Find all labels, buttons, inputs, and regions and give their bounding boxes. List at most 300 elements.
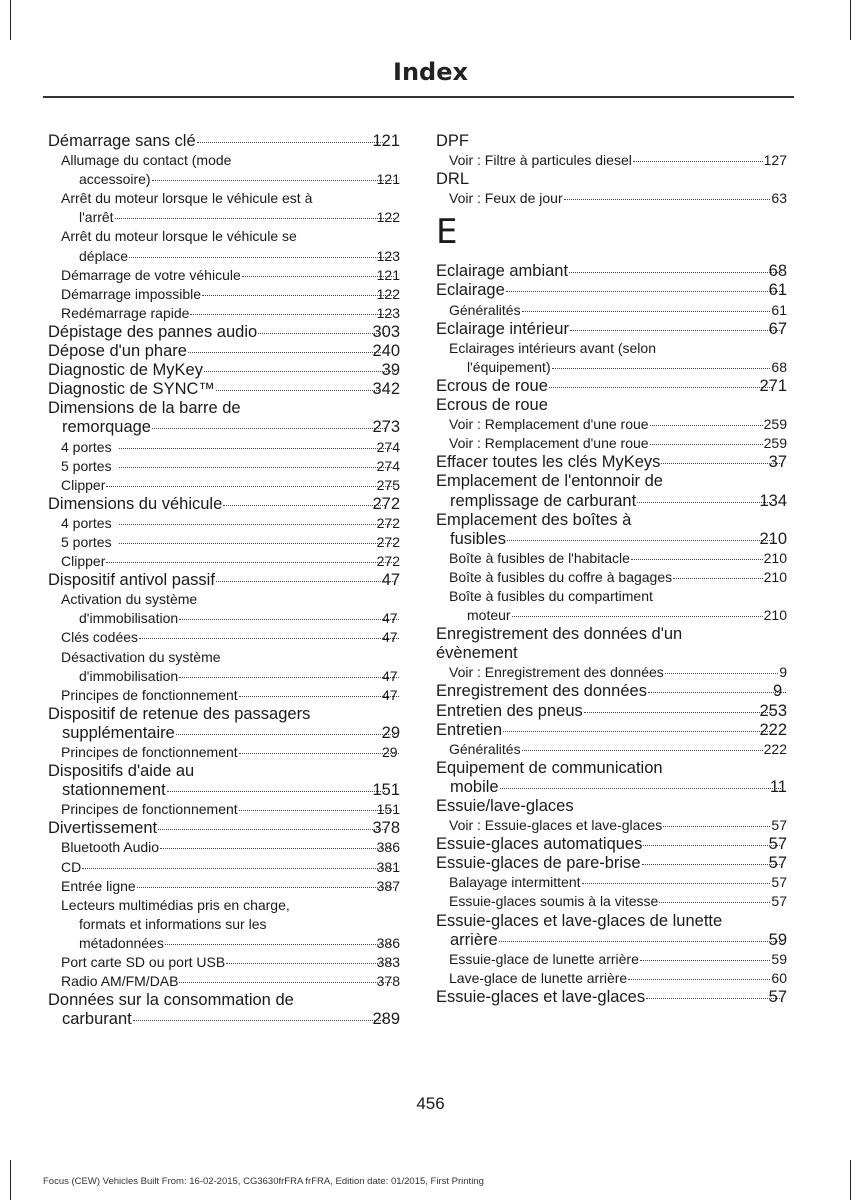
dot-leader	[115, 218, 394, 219]
entry-text: Bluetooth Audio	[61, 839, 160, 856]
index-entry	[436, 377, 787, 396]
index-entry	[48, 953, 400, 972]
page-ref: 272	[372, 494, 400, 513]
page-ref: 342	[372, 380, 400, 399]
dot-leader	[239, 696, 399, 697]
entry-text: Voir : Remplacement d'une roue	[449, 435, 649, 452]
dot-leader	[119, 543, 394, 544]
entry-text: Voir : Feux de jour	[449, 190, 563, 207]
entry-text: arrière	[450, 930, 498, 949]
entry-text: mobile	[450, 777, 499, 796]
index-entry	[436, 950, 787, 969]
dot-leader	[673, 578, 763, 579]
index-entry	[48, 399, 400, 437]
entry-line	[450, 931, 787, 950]
page-ref: 121	[376, 266, 400, 283]
dot-leader	[512, 616, 763, 617]
dot-leader	[570, 330, 782, 331]
index-entry	[436, 702, 787, 721]
index-heading: Ecrous de roue	[436, 396, 548, 415]
index-entry	[436, 453, 787, 472]
page-ref: 386	[376, 839, 400, 856]
page-ref: 123	[376, 247, 400, 264]
dot-leader	[216, 390, 386, 391]
index-heading: DPF	[436, 132, 469, 150]
page-ref: 381	[376, 858, 400, 875]
page-ref: 59	[768, 930, 787, 949]
page-ref: 272	[376, 533, 400, 550]
page-ref: 271	[759, 376, 787, 395]
dot-leader	[190, 314, 393, 315]
entry-text: Entretien	[436, 720, 503, 739]
dot-leader	[119, 524, 394, 525]
crop-mark-top-left	[10, 0, 11, 40]
page-ref: 63	[771, 190, 787, 207]
dot-leader	[665, 673, 778, 674]
index-entry	[436, 912, 787, 950]
page-ref: 151	[376, 801, 400, 818]
index-entry	[436, 262, 787, 281]
entry-text: Lecteurs multimédias pris en charge,	[61, 896, 290, 913]
page-ref: 61	[768, 281, 787, 300]
entry-text: Effacer toutes les clés MyKeys	[436, 453, 661, 472]
entry-line	[449, 358, 787, 377]
page-ref: 259	[763, 416, 787, 433]
index-entry	[436, 339, 787, 377]
entry-text: Voir : Filtre à particules diesel	[449, 152, 632, 169]
entry-text: 4 portes	[61, 514, 112, 531]
entry-text: remorquage	[62, 418, 151, 437]
page-ref: 122	[376, 209, 400, 226]
index-entry	[48, 342, 400, 361]
dot-leader	[499, 941, 782, 942]
entry-text: Equipement de communication	[436, 758, 663, 777]
entry-text: Dépose d'un phare	[48, 342, 187, 361]
entry-text: Désactivation du système	[61, 648, 221, 665]
entry-text: accessoire)	[79, 171, 151, 188]
page-ref: 303	[372, 322, 400, 341]
page-ref: 386	[376, 934, 400, 951]
page-ref: 57	[768, 987, 787, 1006]
dot-leader	[569, 272, 782, 273]
dot-leader	[628, 979, 770, 980]
dot-leader	[564, 199, 771, 200]
entry-text: Démarrage de votre véhicule	[61, 266, 241, 283]
entry-text: Activation du système	[61, 591, 198, 608]
page-ref: 275	[376, 476, 400, 493]
entry-text: Arrêt du moteur lorsque le véhicule est à	[61, 190, 313, 207]
page-ref: 67	[768, 319, 787, 338]
index-entry	[48, 858, 400, 877]
entry-text: l'arrêt	[79, 209, 114, 226]
page-ref: 210	[763, 607, 787, 624]
page-ref: 121	[372, 132, 400, 150]
dot-leader	[637, 502, 772, 503]
entry-text: Lave-glace de lunette arrière	[449, 969, 628, 986]
page-ref: 383	[376, 954, 400, 971]
dot-leader	[167, 791, 386, 792]
dot-leader	[226, 963, 393, 964]
index-entry	[436, 415, 787, 434]
index-entry	[48, 590, 400, 628]
entry-text: Dimensions de la barre de	[48, 399, 241, 418]
dot-leader	[549, 387, 773, 388]
entry-text: Redémarrage rapide	[61, 304, 190, 321]
entry-text: Boîte à fusibles du coffre à bagages	[449, 568, 673, 585]
index-entry: Principes de fonctionnement 29	[48, 743, 400, 762]
index-entry	[436, 549, 787, 568]
dot-leader	[631, 559, 763, 560]
entry-text: Clés codées	[61, 629, 139, 646]
crop-mark-top-right	[850, 0, 851, 40]
entry-text: Principes de fonctionnement	[61, 801, 238, 818]
index-entry: Clés codées 47	[48, 628, 400, 647]
dot-leader	[503, 731, 772, 732]
index-entry	[436, 873, 787, 892]
entry-text: Dispositif antivol passif	[48, 571, 215, 590]
page-ref: 378	[372, 819, 400, 838]
index-entry	[436, 892, 787, 911]
index-entry: Principes de fonctionnement 47	[48, 686, 400, 705]
index-entry	[48, 896, 400, 953]
entry-text: Emplacement de l'entonnoir de	[436, 472, 663, 491]
page-ref: 378	[376, 973, 400, 990]
entry-text: Diagnostic de SYNC™	[48, 380, 215, 399]
dot-leader	[640, 960, 771, 961]
entry-text: CD	[61, 858, 82, 875]
dot-leader	[506, 291, 782, 292]
page-ref: 39	[381, 361, 400, 380]
index-entry	[48, 151, 400, 189]
entry-text: Diagnostic de MyKey	[48, 361, 203, 380]
entry-text: 5 portes	[61, 533, 112, 550]
entry-text: Essuie-glaces et lave-glaces de lunette	[436, 911, 723, 930]
page-ref: 259	[763, 435, 787, 452]
entry-text: Voir : Enregistrement des données	[449, 664, 664, 681]
page-ref: 274	[376, 438, 400, 455]
page-ref: 210	[763, 549, 787, 566]
entry-line: d'immobilisation 47	[79, 667, 400, 686]
page-ref: 68	[768, 262, 787, 281]
index-entry	[48, 838, 400, 857]
entry-text: Dimensions du véhicule	[48, 494, 223, 513]
entry-text: Dépistage des pannes audio	[48, 322, 258, 341]
entry-line	[79, 934, 400, 953]
dot-leader	[216, 581, 395, 582]
dot-leader	[106, 562, 393, 563]
entry-text: Données sur la consommation de	[48, 991, 294, 1010]
index-column-right	[436, 132, 787, 1007]
page-ref: 134	[759, 491, 787, 510]
index-entry	[48, 476, 400, 495]
entry-text: Radio AM/FM/DAB	[61, 973, 179, 990]
page-ref: 210	[763, 568, 787, 585]
dot-leader	[646, 998, 782, 999]
dot-leader	[129, 257, 394, 258]
page-ref: 57	[771, 874, 787, 891]
dot-leader	[133, 1020, 386, 1021]
entry-text: Essuie-glaces de pare-brise	[436, 854, 641, 873]
dot-leader	[158, 829, 385, 830]
entry-text: Voir : Remplacement d'une roue	[449, 416, 649, 433]
index-heading: DRL	[436, 170, 470, 189]
index-entry	[48, 285, 400, 304]
dot-leader	[204, 371, 395, 372]
index-entry	[48, 571, 400, 590]
entry-text: Démarrage sans clé	[48, 132, 196, 150]
dot-leader	[119, 448, 394, 449]
entry-text: métadonnées	[79, 934, 164, 951]
entry-text: Clipper	[61, 476, 106, 493]
index-heading: Essuie/lave-glaces	[436, 797, 574, 815]
page-ref: 253	[759, 701, 787, 720]
dot-leader	[179, 619, 399, 620]
entry-text: Généralités	[449, 740, 521, 757]
index-entry	[48, 819, 400, 838]
entry-text: Eclairage ambiant	[436, 262, 569, 281]
entry-text: Entretien des pneus	[436, 701, 583, 720]
index-entry	[436, 587, 787, 625]
entry-text: Emplacement des boîtes à	[436, 510, 632, 529]
index-entry	[48, 552, 400, 571]
crop-mark-bottom-right	[850, 1160, 851, 1200]
dot-leader	[643, 845, 781, 846]
dot-leader	[179, 982, 393, 983]
page-ref: 60	[771, 969, 787, 986]
page-ref: 289	[372, 1010, 400, 1029]
entry-text: Ecrous de roue	[436, 376, 548, 395]
entry-line	[62, 724, 400, 743]
entry-line	[450, 492, 787, 511]
index-entry	[436, 988, 787, 1007]
entry-text: Balayage intermittent	[449, 874, 581, 891]
dot-leader	[258, 333, 385, 334]
page-ref: 123	[376, 304, 400, 321]
entry-text: Principes de fonctionnement	[61, 744, 238, 760]
index-entry	[48, 495, 400, 514]
entry-line	[79, 208, 400, 227]
entry-text: Divertissement	[48, 819, 158, 838]
dot-leader	[239, 753, 399, 754]
entry-text: Essuie-glaces soumis à la vitesse	[449, 893, 659, 910]
index-entry	[436, 759, 787, 797]
entry-line	[79, 170, 400, 189]
dot-leader	[197, 142, 386, 143]
index-entry	[48, 457, 400, 476]
index-entry	[48, 189, 400, 227]
entry-text: d'immobilisation	[79, 610, 179, 627]
entry-text: moteur	[467, 607, 511, 624]
dot-leader	[650, 425, 763, 426]
page-ref: 29	[381, 723, 400, 742]
page-ref: 11	[769, 777, 787, 796]
entry-text: Essuie-glace de lunette arrière	[449, 950, 639, 967]
entry-text: Boîte à fusibles du compartiment	[449, 587, 653, 604]
page-ref: 61	[771, 301, 787, 318]
index-entry	[436, 663, 787, 682]
index-entry	[48, 361, 400, 380]
dot-leader	[522, 750, 763, 751]
dot-leader	[650, 444, 763, 445]
page-ref: 59	[771, 950, 787, 967]
index-entry	[48, 972, 400, 991]
index-entry	[48, 514, 400, 533]
dot-leader	[582, 883, 771, 884]
page-ref: 57	[768, 854, 787, 873]
entry-text: Eclairage	[436, 281, 505, 300]
page-ref: 68	[771, 358, 787, 375]
index-entry	[48, 533, 400, 552]
index-entry	[436, 835, 787, 854]
page-ref: 122	[376, 285, 400, 302]
entry-text: Port carte SD ou port USB	[61, 954, 226, 971]
entry-line: d'immobilisation 47	[79, 609, 400, 628]
page-ref: 121	[376, 171, 400, 188]
index-entry	[436, 281, 787, 300]
dot-leader	[202, 295, 394, 296]
dot-leader	[176, 734, 395, 735]
entry-text: Généralités	[449, 301, 521, 318]
dot-leader	[223, 505, 385, 506]
page-ref: 57	[771, 817, 787, 834]
index-entry	[436, 189, 787, 208]
entry-text: Démarrage impossible	[61, 285, 202, 302]
page-title: Index	[393, 58, 468, 86]
entry-text: Dispositif de retenue des passagers	[48, 704, 311, 723]
dot-leader	[160, 848, 394, 849]
dot-leader	[152, 180, 394, 181]
index-entry	[48, 800, 400, 819]
entry-line	[62, 781, 400, 800]
dot-leader	[659, 902, 770, 903]
page-ref: 222	[763, 740, 787, 757]
page-ref: 37	[768, 453, 787, 472]
entry-text: remplissage de carburant	[450, 491, 637, 510]
page-ref: 151	[372, 781, 400, 800]
index-entry	[436, 320, 787, 339]
dot-leader	[152, 428, 385, 429]
page-ref: 210	[759, 529, 787, 548]
index-entry	[436, 151, 787, 170]
index-entry	[48, 323, 400, 342]
crop-mark-bottom-left	[10, 1160, 11, 1200]
index-entry	[48, 877, 400, 896]
entry-text: Arrêt du moteur lorsque le véhicule se	[61, 228, 297, 245]
footer-text: Focus (CEW) Vehicles Built From: 16-02-2015, CG3630frFRA frFRA, Edition date: 01/2015, First Printing	[43, 1176, 484, 1187]
page-ref: 222	[759, 720, 787, 739]
entry-text: formats et informations sur les	[79, 915, 267, 932]
index-entry	[48, 438, 400, 457]
entry-text: Essuie-glaces et lave-glaces	[436, 987, 646, 1006]
entry-text: déplace	[79, 247, 129, 264]
section-letter: E	[436, 212, 458, 253]
index-heading	[436, 625, 787, 663]
index-entry	[436, 434, 787, 453]
page-ref: 57	[771, 893, 787, 910]
dot-leader	[661, 463, 781, 464]
dot-leader	[663, 826, 770, 827]
index-entry	[48, 705, 400, 743]
index-entry	[436, 816, 787, 835]
index-column-left	[48, 132, 400, 1029]
page-ref: 57	[768, 835, 787, 854]
dot-leader	[648, 692, 786, 693]
dot-leader	[137, 887, 394, 888]
index-entry	[436, 568, 787, 587]
index-entry	[48, 227, 400, 265]
entry-text: carburant	[62, 1010, 132, 1029]
index-entry	[436, 472, 787, 510]
entry-text: Clipper	[61, 553, 106, 570]
entry-text: Allumage du contact (mode	[61, 152, 232, 169]
entry-text: 5 portes	[61, 457, 112, 474]
page-ref: 47	[381, 571, 400, 590]
page-ref: 272	[376, 553, 400, 570]
entry-text: Enregistrement des données	[436, 682, 647, 701]
entry-text: fusibles	[450, 529, 506, 548]
index-entry: Enregistrement des données 9	[436, 682, 787, 701]
dot-leader	[179, 677, 399, 678]
dot-leader	[165, 944, 394, 945]
index-entry	[436, 969, 787, 988]
index-entry	[48, 132, 400, 151]
page-ref: 274	[376, 457, 400, 474]
entry-text: Eclairages intérieurs avant (selon	[449, 339, 656, 356]
page-ref: 127	[763, 152, 787, 169]
index-entry	[436, 721, 787, 740]
dot-leader	[584, 712, 773, 713]
entry-line	[450, 530, 787, 549]
dot-leader	[119, 467, 394, 468]
index-entry	[436, 854, 787, 873]
dot-leader	[139, 638, 399, 639]
dot-leader	[242, 276, 394, 277]
page-ref: 272	[376, 514, 400, 531]
entry-text: Voir : Essuie-glaces et lave-glaces	[449, 817, 663, 834]
index-entry	[48, 762, 400, 800]
entry-line	[450, 778, 787, 797]
dot-leader	[507, 540, 773, 541]
entry-text: Dispositifs d'aide au	[48, 762, 195, 781]
dot-leader	[522, 311, 771, 312]
entry-text: l'équipement)	[467, 358, 551, 375]
entry-line	[62, 418, 400, 437]
index-entry	[436, 740, 787, 759]
entry-text: Entrée ligne	[61, 877, 136, 894]
page-ref: 387	[376, 877, 400, 894]
entry-text: supplémentaire	[62, 723, 175, 742]
page-ref: 273	[372, 418, 400, 437]
page-ref: 9	[779, 664, 787, 681]
dot-leader	[106, 486, 393, 487]
entry-text: Essuie-glaces automatiques	[436, 835, 643, 854]
entry-text: 4 portes	[61, 438, 112, 455]
dot-leader	[239, 810, 394, 811]
entry-text: stationnement	[62, 781, 166, 800]
dot-leader	[552, 368, 771, 369]
dot-leader	[633, 161, 763, 162]
entry-line	[62, 1010, 400, 1029]
index-entry	[48, 266, 400, 285]
index-entry	[436, 301, 787, 320]
entry-text: d'immobilisation	[79, 667, 179, 684]
index-entry	[48, 380, 400, 399]
page-number: 456	[416, 1094, 445, 1113]
dot-leader	[82, 868, 393, 869]
index-entry	[436, 511, 787, 549]
page-ref: 240	[372, 342, 400, 361]
entry-text: évènement	[436, 644, 518, 663]
